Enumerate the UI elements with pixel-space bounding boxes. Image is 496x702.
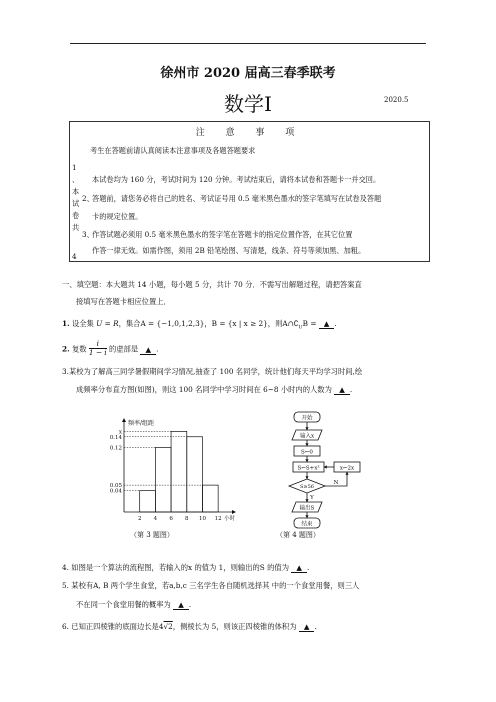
histogram-bar <box>155 448 171 513</box>
side-mark: 4 <box>72 252 77 261</box>
y-tick-label: x <box>118 429 122 436</box>
q2-text-b: 的虚部是 <box>108 344 139 354</box>
flow-condition-label: S≥56 <box>300 484 314 490</box>
x-axis-arrow <box>232 510 236 514</box>
q2-frac-den: 1 − i <box>88 348 107 357</box>
q6-text-b: ，侧棱长为 5，则该正四棱锥的体积为 <box>172 622 297 631</box>
exam-title: 徐州市 2020 届高三春季联考 <box>160 66 336 81</box>
q4-text: 4. 如图是一个算法的流程图，若输入的x 的值为 1，则输出的S 的值为 <box>62 563 290 572</box>
question-2 <box>62 341 158 358</box>
flow-condition <box>289 479 325 493</box>
q6-sqrt: √2 <box>163 622 173 631</box>
side-mark: 卷 <box>72 211 80 220</box>
notice-item-3: 作答试题必须用 0.5 毫米黑色墨水的签字笔在答题卡的指定位置作答，在其它位置 <box>92 230 353 239</box>
y-axis-arrow <box>122 418 126 422</box>
side-mark: 本 <box>72 187 80 196</box>
x-tick-label: 2 <box>137 516 142 522</box>
y-tick-label: 0.05 <box>109 483 122 490</box>
flow-update-label: x←2x <box>339 465 355 472</box>
section-line-2: 接填写在答题卡相应位置上． <box>76 297 171 306</box>
flow-start-label: 开始 <box>301 415 313 422</box>
q2-end: . <box>156 344 159 354</box>
question-3-line-1: 3.某校为了解高三同学暑假期间学习情况,抽查了 100 名同学，统计他们每天平均学习时间,绘 <box>62 367 363 376</box>
q1-answer-blank: ▲ <box>319 319 335 329</box>
q1-text-b: U = R <box>96 319 119 328</box>
q3-answer-blank: ▲ <box>334 385 350 395</box>
histogram-bar <box>202 485 218 512</box>
notice-heading: 注 意 事 项 <box>195 128 304 138</box>
side-mark: 、 <box>72 175 80 184</box>
q3-end: . <box>349 385 353 394</box>
q2-number: 2. <box>62 344 70 354</box>
q5-text: 不在同一个食堂用餐的概率为 <box>76 600 171 609</box>
x-tick-label: 6 <box>169 516 173 522</box>
exam-date: 2020.5 <box>384 96 409 104</box>
histogram-bar <box>187 437 203 512</box>
flow-start <box>294 412 320 422</box>
x-tick-label: 10 <box>198 516 206 522</box>
histogram-bar <box>171 431 187 512</box>
q1-number: 1. <box>62 319 70 328</box>
question-6 <box>62 622 317 632</box>
flow-end-label: 结束 <box>301 521 313 528</box>
q3-text: 成频率分布直方图(如图)，则这 100 名同学中学习时间在 6~8 小时内的人数为 <box>76 385 332 394</box>
question-5-line-2 <box>76 600 191 610</box>
question-3-line-2 <box>76 385 352 395</box>
question-4 <box>62 563 309 573</box>
subject-title: 数学Ⅰ <box>224 92 272 116</box>
notice-intro: 考生在答题前请认真阅读本注意事项及各题答题要求 <box>90 146 256 155</box>
section-line-1: 一、填空题：本大题共 14 小题，每小题 5 分，共计 70 分．不需写出解题过程，请把答案直 <box>62 280 362 289</box>
notice-item-2: 答题前，请您务必将自己的姓名、考试证号用 0.5 毫米黑色墨水的签字笔填写在试卷及答题 <box>92 194 382 203</box>
notice-item-2-num: 2、 <box>82 194 94 203</box>
q1-text-c: ，集合A = {−1,0,1,2,3}，B = {x | x ≥ 2}，则A∩∁ <box>118 319 299 328</box>
x-axis-label: 小时 <box>224 516 236 522</box>
flow-input <box>292 430 322 440</box>
y-tick-label: 0.12 <box>109 445 122 452</box>
notice-item-3-num: 3、 <box>82 230 94 239</box>
question-1 <box>62 319 337 330</box>
flow-init-label: S←0 <box>301 449 313 456</box>
y-axis-label: 频率/组距 <box>128 420 155 427</box>
q5-answer-blank: ▲ <box>173 600 189 610</box>
notice-box <box>69 121 430 262</box>
flow-no-label: N <box>333 480 339 486</box>
question-5-line-1: 5. 某校有A, B 两个学生食堂，若a,b,c 三名学生各自随机选择其 中的一个食堂用餐，则三人 <box>62 581 360 590</box>
flow-process-label: S←S+x² <box>297 465 320 472</box>
flow-update <box>334 462 360 472</box>
flow-yes-label: Y <box>310 495 314 501</box>
notice-item-1: 本试卷均为 160 分，考试时间为 120 分钟。考试结束后，请将本试卷和答题卡一并交回。 <box>92 175 381 184</box>
notice-item-2-cont: 卡的规定位置。 <box>92 212 143 221</box>
q2-answer-blank: ▲ <box>140 345 156 355</box>
y-tick-label: 0.04 <box>109 488 122 495</box>
notice-item-3-cont: 作答一律无效。如需作图，须用 2B 铅笔绘图、写清楚，线条、符号等须加黑、加粗。 <box>92 246 366 255</box>
y-tick-label: 0.14 <box>109 434 122 441</box>
q2-frac-num: i <box>89 340 107 349</box>
x-tick-label: 8 <box>185 516 189 522</box>
x-tick-label: 4 <box>153 516 158 522</box>
figure-4-caption: （第 4 题图） <box>276 531 320 539</box>
flow-input-label: 输入x <box>299 433 315 440</box>
q6-end: . <box>314 622 317 631</box>
q2-text-a: 复数 <box>71 344 87 354</box>
histogram-bar <box>140 491 156 513</box>
q4-answer-blank: ▲ <box>291 563 307 573</box>
q1-end: . <box>334 319 337 328</box>
q1-text-a: 设全集 <box>71 319 94 328</box>
side-mark: 试 <box>72 199 80 208</box>
q5-end: . <box>188 600 192 609</box>
q6-answer-blank: ▲ <box>299 622 315 632</box>
flow-end <box>294 518 320 528</box>
q4-end: . <box>306 563 310 572</box>
q1-sub: U <box>298 324 303 331</box>
q1-text-d: B = <box>302 319 317 328</box>
q2-fraction <box>89 340 107 357</box>
side-mark: 1 <box>72 163 77 172</box>
flow-process <box>293 462 324 472</box>
flow-output-label: 输出S <box>299 505 315 512</box>
header-rule <box>70 43 426 44</box>
side-mark: 共 <box>72 223 80 232</box>
x-tick-label: 12 <box>214 516 222 522</box>
figure-3-caption: （第 3 题图） <box>130 531 174 539</box>
q6-text-a: 6. 已知正四棱锥的底面边长是4 <box>62 622 164 631</box>
flow-output <box>292 502 322 512</box>
flow-init <box>294 446 320 456</box>
